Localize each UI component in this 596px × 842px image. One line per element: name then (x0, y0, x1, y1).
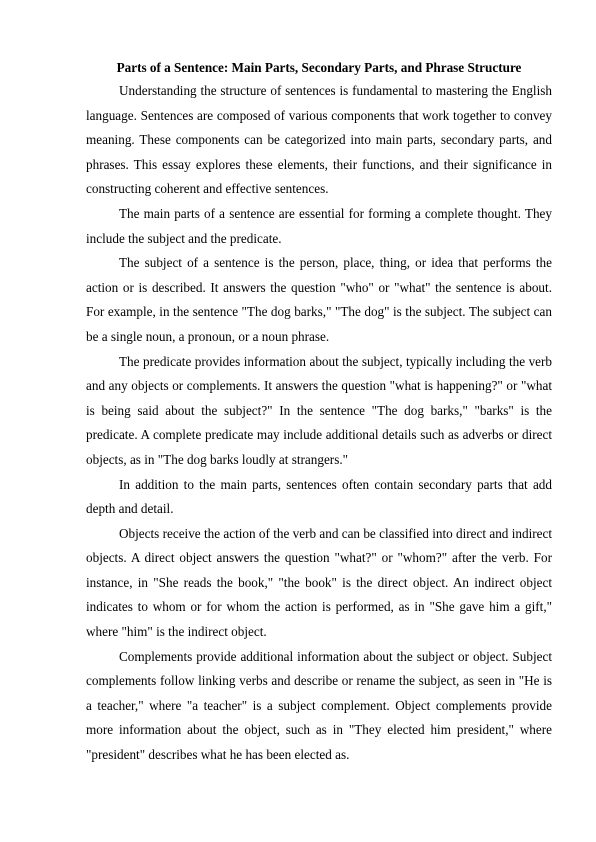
paragraph-introduction: Understanding the structure of sentences is fundamental to mastering the English language. Sentences are composed of various components that work together to convey meaning. These components can be categorized into main parts, secondary parts, and phrases. This essay explores these elements, their functions, and their significance in constructing coherent and effective sentences. (86, 83, 552, 197)
paragraph-objects: Objects receive the action of the verb and can be classified into direct and indirect objects. A direct object answers the question "what?" or "whom?" after the verb. For instance, in "She reads the book," "the book" is the direct object. An indirect object indicates to whom or for whom the action is performed, as in "She gave him a gift," where "him" is the indirect object. (86, 525, 552, 640)
document-page (86, 57, 552, 768)
document-title: Parts of a Sentence: Main Parts, Secondary Parts, and Phrase Structure (116, 60, 522, 75)
paragraph-complements: Complements provide additional information about the subject or object. Subject complements follow linking verbs and describe or rename the subject, as seen in "He is a teacher," where "a teacher" is a subject complement. Object complements provide more information about the object, such as in "They elected him president," where "president" describes what he has been elected as. (86, 648, 552, 763)
paragraph-subject: The subject of a sentence is the person, place, thing, or idea that performs the action or is described. It answers the question "who" or "what" the sentence is about. For example, in the sentence "The dog barks," "The dog" is the subject. The subject can be a single noun, a pronoun, or a noun phrase. (86, 255, 552, 344)
paragraph-main-parts: The main parts of a sentence are essential for forming a complete thought. They include the subject and the predicate. (86, 205, 552, 246)
paragraph-secondary-parts: In addition to the main parts, sentences often contain secondary parts that add depth and detail. (86, 476, 552, 517)
paragraph-predicate: The predicate provides information about the subject, typically including the verb and any objects or complements. It answers the question "what is happening?" or "what is being said about the subject?" In the sentence "The dog barks," "barks" is the predicate. A complete predicate may include additional details such as adverbs or direct objects, as in "The dog barks loudly at strangers." (86, 353, 552, 467)
